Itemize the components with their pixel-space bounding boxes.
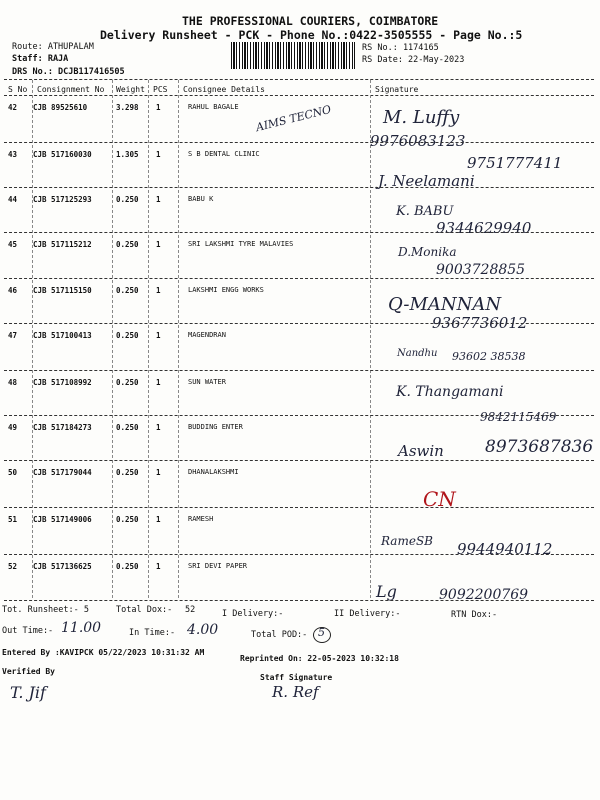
- row-signature: CN: [423, 487, 456, 511]
- row-weight: 0.250: [116, 562, 139, 571]
- row-consignment: CJB 517179044: [33, 468, 92, 477]
- row-consignee: BUDDING ENTER: [188, 423, 243, 431]
- row-signature-phone: 9003728855: [436, 262, 526, 278]
- row-weight: 0.250: [116, 378, 139, 387]
- row-consignee: LAKSHMI ENGG WORKS: [188, 286, 264, 294]
- row-consignment: CJB 517108992: [33, 378, 92, 387]
- tot-runsheet: Tot. Runsheet:- 5: [2, 605, 89, 615]
- row-signature-phone: 9751777411: [467, 154, 563, 172]
- row-signature: Nandhu: [397, 348, 438, 359]
- row-consignment: CJB 517136625: [33, 562, 92, 571]
- col-weight: Weight: [116, 85, 145, 94]
- row-signature: M. Luffy: [383, 107, 460, 128]
- row-pcs: 1: [156, 468, 161, 477]
- column-line: [112, 80, 113, 598]
- row-divider: [4, 323, 594, 324]
- row-weight: 0.250: [116, 331, 139, 340]
- divider: [4, 600, 594, 601]
- row-pcs: 1: [156, 423, 161, 432]
- row-divider: [4, 142, 594, 143]
- col-consignee: Consignee Details: [183, 85, 265, 94]
- in-time-value: 4.00: [187, 622, 219, 638]
- row-divider: [4, 187, 594, 188]
- row-signature-phone: 9092200769: [439, 587, 529, 603]
- row-consignment: CJB 89525610: [33, 103, 88, 112]
- row-consignment: CJB 517149006: [33, 515, 92, 524]
- row-weight: 0.250: [116, 195, 139, 204]
- row-consignee: RAMESH: [188, 515, 214, 523]
- row-weight: 3.298: [116, 103, 139, 112]
- row-consignment: CJB 517115212: [33, 240, 92, 249]
- row-signature: D.Monika: [398, 245, 457, 259]
- row-consignee: RAHUL BAGALE: [188, 103, 239, 111]
- divider: [4, 95, 594, 96]
- row-consignee: SRI LAKSHMI TYRE MALAVIES: [188, 240, 294, 248]
- row-weight: 0.250: [116, 286, 139, 295]
- row-weight: 0.250: [116, 515, 139, 524]
- rs-number: RS No.: 1174165: [362, 43, 439, 53]
- rs-date: RS Date: 22-May-2023: [362, 55, 465, 65]
- row-divider: [4, 507, 594, 508]
- row-sno: 47: [8, 331, 18, 340]
- column-line: [370, 80, 371, 598]
- row-pcs: 1: [156, 378, 161, 387]
- row-divider: [4, 232, 594, 233]
- total-dox-label: Total Dox:-: [116, 605, 173, 615]
- row-consignment: CJB 517125293: [33, 195, 92, 204]
- row-sno: 52: [8, 562, 18, 571]
- row-weight: 0.250: [116, 468, 139, 477]
- entered-by: Entered By :KAVIPCK 05/22/2023 10:31:32 AM: [2, 648, 205, 657]
- col-consignment: Consignment No: [37, 85, 105, 94]
- row-consignee: SUN WATER: [188, 378, 226, 386]
- row-divider: [4, 554, 594, 555]
- col-sno: S No: [8, 85, 28, 94]
- row-consignment: CJB 517115150: [33, 286, 92, 295]
- verified-signature: T. Jif: [10, 683, 46, 702]
- row-signature-phone: 9976083123: [370, 132, 466, 150]
- row-signature-phone: 9344629940: [436, 219, 532, 237]
- col-signature: Signature: [375, 85, 419, 94]
- row-signature-phone: 9944940112: [457, 540, 553, 558]
- row-pcs: 1: [156, 286, 161, 295]
- row-consignment: CJB 517184273: [33, 423, 92, 432]
- row-consignment: CJB 517160030: [33, 150, 92, 159]
- route-label: Route: ATHUPALAM: [12, 42, 94, 52]
- row-divider: [4, 370, 594, 371]
- row-signature: K. BABU: [396, 204, 454, 219]
- drs-number: DRS No.: DCJB117416505: [12, 67, 125, 77]
- total-pod-value: 5: [318, 626, 325, 639]
- column-line: [148, 80, 149, 598]
- row-note: AIMS TECNO: [254, 102, 333, 135]
- row-sno: 42: [8, 103, 18, 112]
- row-divider: [4, 278, 594, 279]
- row-sno: 48: [8, 378, 18, 387]
- row-signature: Lg: [376, 582, 397, 601]
- row-consignee: S B DENTAL CLINIC: [188, 150, 260, 158]
- row-weight: 0.250: [116, 240, 139, 249]
- row-consignee: DHANALAKSHMI: [188, 468, 239, 476]
- row-sno: 44: [8, 195, 18, 204]
- row-weight: 1.305: [116, 150, 139, 159]
- row-pcs: 1: [156, 195, 161, 204]
- barcode: [231, 42, 355, 69]
- row-divider: [4, 460, 594, 461]
- row-consignee: SRI DEVI PAPER: [188, 562, 248, 570]
- row-signature: J. Neelamani: [378, 172, 475, 190]
- total-dox-value: 52: [185, 605, 196, 615]
- row-sno: 45: [8, 240, 18, 249]
- row-pcs: 1: [156, 150, 161, 159]
- row-signature-phone: 8973687836: [485, 437, 594, 457]
- column-line: [178, 80, 179, 598]
- reprinted-on: Reprinted On: 22-05-2023 10:32:18: [240, 654, 399, 663]
- row-pcs: 1: [156, 240, 161, 249]
- staff-signature: R. Ref: [272, 683, 319, 701]
- total-pod-label: Total POD:-: [251, 630, 308, 640]
- row-consignee: BABU K: [188, 195, 214, 203]
- row-divider: [4, 415, 594, 416]
- row-weight: 0.250: [116, 423, 139, 432]
- row-pcs: 1: [156, 331, 161, 340]
- row-sno: 46: [8, 286, 18, 295]
- out-time-label: Out Time:-: [2, 626, 54, 636]
- row-pcs: 1: [156, 515, 161, 524]
- row-signature: Aswin: [398, 442, 444, 460]
- row-sno: 51: [8, 515, 18, 524]
- divider: [4, 79, 594, 80]
- row-signature: Q-MANNAN: [388, 294, 502, 315]
- in-time-label: In Time:-: [129, 628, 176, 638]
- ii-delivery: II Delivery:-: [334, 609, 401, 619]
- row-sno: 50: [8, 468, 18, 477]
- verified-by-label: Verified By: [2, 667, 55, 676]
- i-delivery: I Delivery:-: [222, 609, 284, 619]
- staff-label: Staff: RAJA: [12, 54, 69, 64]
- row-signature-phone: 93602 38538: [452, 350, 526, 363]
- row-signature-phone: 9367736012: [432, 314, 528, 332]
- out-time-value: 11.00: [61, 620, 102, 636]
- row-sno: 43: [8, 150, 18, 159]
- runsheet-subtitle: Delivery Runsheet - PCK - Phone No.:0422-3505555 - Page No.:5: [100, 28, 523, 42]
- rtn-dox: RTN Dox:-: [451, 610, 498, 620]
- row-signature: K. Thangamani: [396, 384, 504, 400]
- row-consignee: MAGENDRAN: [188, 331, 226, 339]
- row-signature: RameSB: [381, 534, 433, 548]
- col-pcs: PCS: [153, 85, 168, 94]
- row-consignment: CJB 517100413: [33, 331, 92, 340]
- row-pcs: 1: [156, 103, 161, 112]
- row-signature-phone: 9842115469: [480, 410, 557, 424]
- row-sno: 49: [8, 423, 18, 432]
- row-pcs: 1: [156, 562, 161, 571]
- company-name: THE PROFESSIONAL COURIERS, COIMBATORE: [182, 14, 439, 28]
- staff-signature-label: Staff Signature: [260, 673, 333, 682]
